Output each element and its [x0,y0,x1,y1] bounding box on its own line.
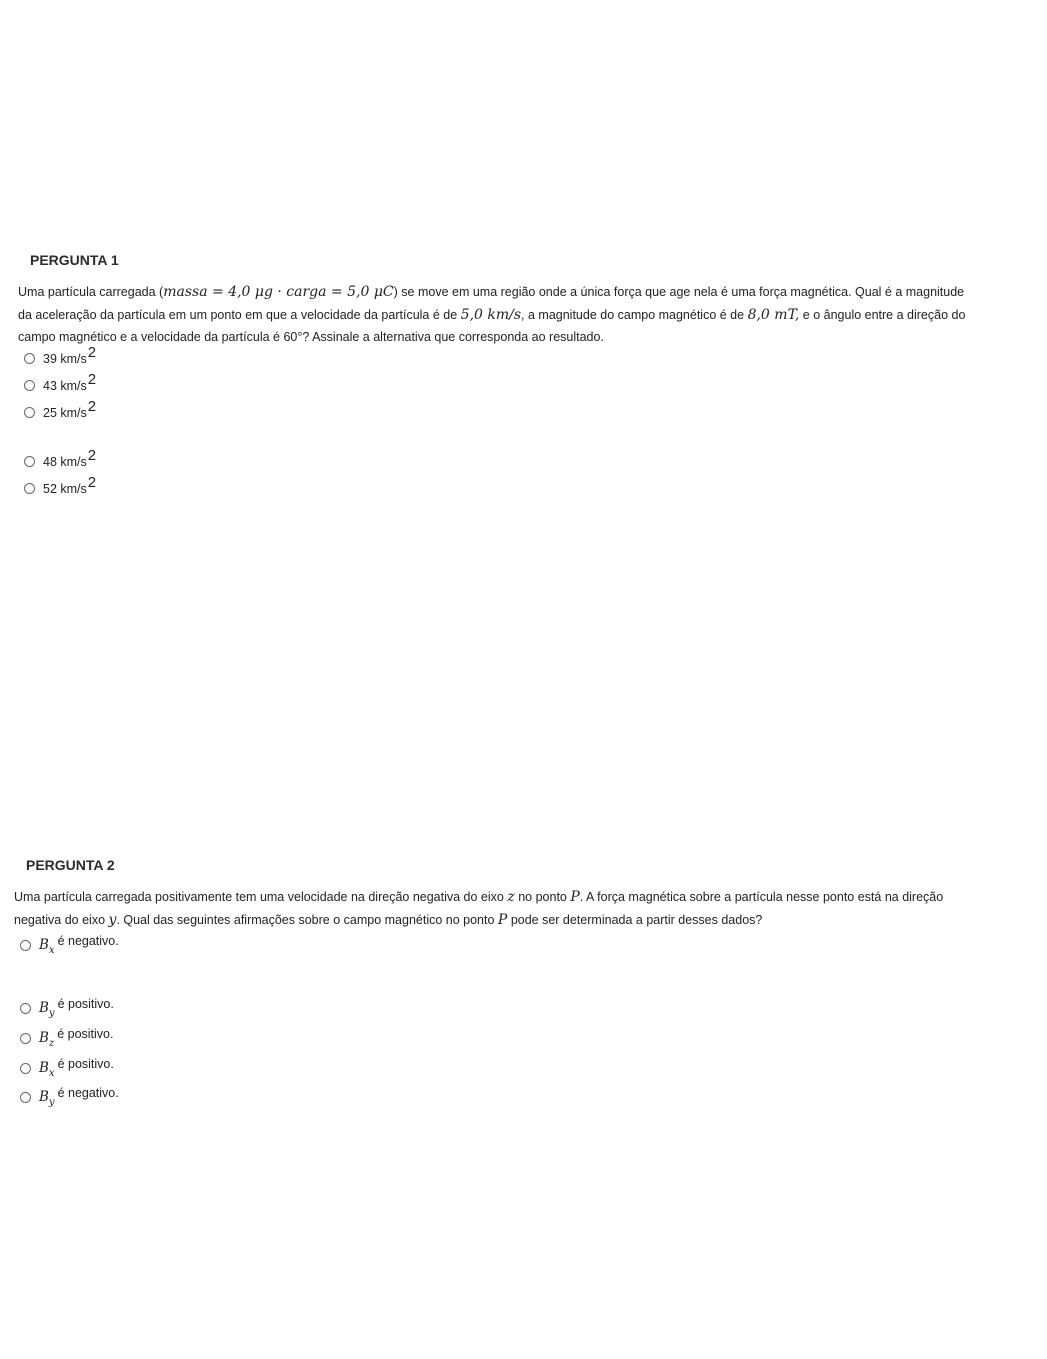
q2-option-5[interactable] [20,1086,119,1108]
q2-option-5-var: B [39,1089,49,1105]
q1-option-4-radio[interactable] [24,456,35,467]
q1-option-4[interactable] [24,447,97,470]
q2-option-2-var: B [39,1000,49,1016]
q2-math-p: P [570,889,580,905]
q1-option-4-exponent: 2 [87,447,97,464]
question-1-title: PERGUNTA 1 [30,252,119,268]
q2-math-y: y [108,911,117,928]
q2-option-2[interactable] [20,997,114,1019]
q2-option-4-radio[interactable] [20,1063,31,1074]
q2-option-2-label: é positivo. [57,997,114,1011]
q1-math-mass-charge: massa = 4,0 μg · carga = 5,0 μC [163,284,394,300]
q2-option-1-label: é negativo. [57,934,119,948]
q2-math-z: z [507,889,515,905]
q2-option-5-label: é negativo. [57,1086,119,1100]
q2-option-4-var: B [39,1060,49,1076]
q1-option-2-radio[interactable] [24,380,35,391]
q2-option-4-label: é positivo. [57,1057,114,1071]
q1-option-2-label: 43 km/s [43,379,87,393]
q1-text-part-3: , a magnitude do campo magnético é de [521,307,748,322]
q1-option-5-label: 52 km/s [43,482,87,496]
q1-option-3-exponent: 2 [87,398,97,415]
q1-option-1[interactable] [24,344,97,367]
q1-option-1-radio[interactable] [24,353,35,364]
q2-option-3[interactable] [20,1027,114,1049]
q1-math-velocity: 5,0 km/s [460,306,522,323]
q1-option-4-label: 48 km/s [43,455,87,469]
q2-option-3-sub: z [48,1038,55,1049]
q2-text-part-3: . A força magnética sobre a partícula nesse ponto está na direção negativa do eixo [14,890,944,927]
q2-text-part-2: no ponto [514,890,571,904]
q2-option-5-sub: y [48,1097,55,1108]
q2-option-1[interactable] [20,934,119,956]
q1-option-5-radio[interactable] [24,483,35,494]
q2-option-1-radio[interactable] [20,940,31,951]
q1-option-2-exponent: 2 [87,371,97,388]
q2-option-3-label: é positivo. [57,1027,114,1041]
q1-math-field: 8,0 mT, [747,306,800,323]
q2-option-1-sub: x [48,945,55,956]
q2-option-4[interactable] [20,1057,114,1079]
question-2-text [14,886,974,931]
q1-option-2[interactable] [24,371,97,394]
q2-text-part-4: . Qual das seguintes afirmações sobre o campo magnético no ponto [116,912,498,927]
q1-text-part-1: Uma partícula carregada ( [18,285,164,299]
q1-option-1-exponent: 2 [87,344,97,361]
q2-option-1-var: B [39,937,49,953]
question-1-text [18,281,978,349]
q2-option-3-var: B [39,1030,49,1046]
q1-option-5-exponent: 2 [87,474,97,491]
q1-option-5[interactable] [24,474,97,497]
q2-option-2-sub: y [48,1008,55,1019]
q2-option-4-sub: x [48,1068,55,1079]
q2-text-part-5: pode ser determinada a partir desses dados? [507,912,763,927]
q2-option-5-radio[interactable] [20,1092,31,1103]
q2-math-p-2: P [497,911,508,928]
q2-option-3-radio[interactable] [20,1033,31,1044]
q1-text-part-4: e o ângulo entre a direção do campo magnético e a velocidade da partícula é 60°? Assinale a alternativa que corresponda ao resultado. [18,307,966,344]
q1-option-3-radio[interactable] [24,407,35,418]
q1-text-part-2: ) se move em uma região onde a única força que age nela é uma força magnética. Qual é a magnitude da aceleração da partícula em um ponto em que a velocidade da partícula é de [18,285,965,322]
q1-option-3-label: 25 km/s [43,406,87,420]
question-2-title: PERGUNTA 2 [26,857,115,873]
q2-option-2-radio[interactable] [20,1003,31,1014]
q1-option-3[interactable] [24,398,97,421]
q1-option-1-label: 39 km/s [43,352,87,366]
q2-text-part-1: Uma partícula carregada positivamente tem uma velocidade na direção negativa do eixo [14,890,508,904]
